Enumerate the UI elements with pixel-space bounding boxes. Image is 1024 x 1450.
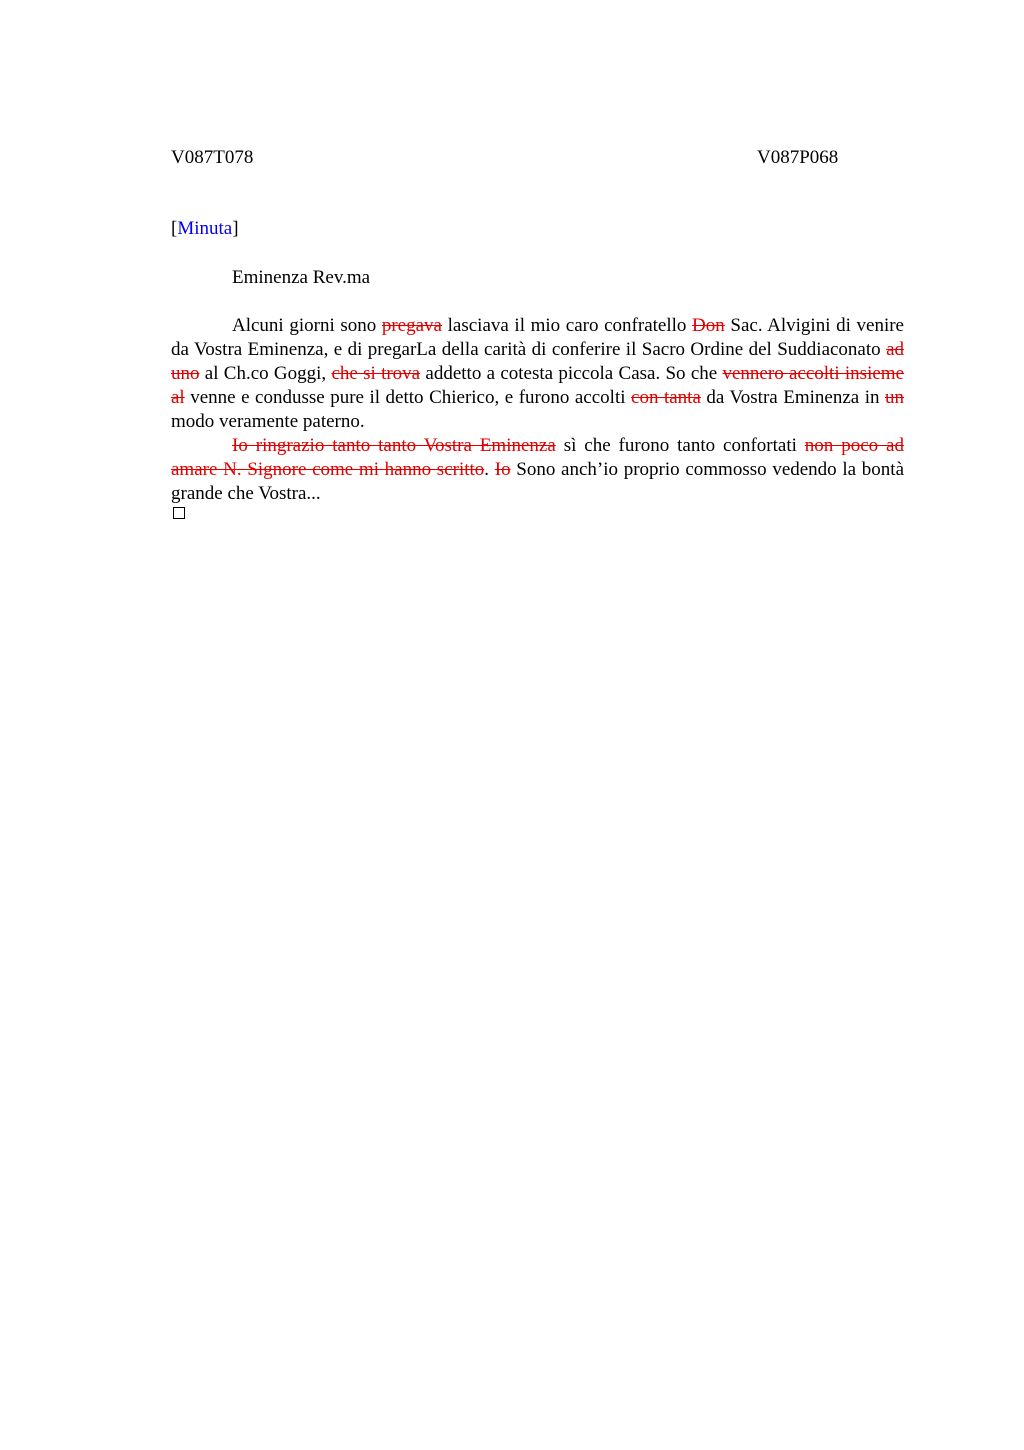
text-segment: venne e condusse pure il detto Chierico, e furono accolti [184, 387, 632, 408]
paragraph-2 [171, 434, 904, 506]
text-segment: modo veramente paterno. [171, 411, 365, 432]
end-square-icon [173, 507, 185, 519]
text-segment: . [484, 459, 495, 480]
text-segment: Sac. Alvigini di venire da Vostra Eminenza, e di pregarLa della carità di conferire il Sacro Ordine del Suddiaconato [171, 315, 904, 360]
note-open-bracket: [ [171, 218, 178, 239]
paragraph-1 [171, 314, 904, 434]
deleted-text: non poco ad amare N. Signore come mi hanno scritto [171, 435, 904, 480]
deleted-text: Io [494, 459, 511, 480]
text-segment: Alcuni giorni sono [232, 315, 382, 336]
deleted-text: vennero accolti insieme al [171, 363, 904, 408]
document-code-left: V087T078 [171, 147, 254, 168]
deleted-text: Don [692, 315, 725, 336]
deleted-text: ad uno [171, 339, 904, 384]
editorial-note [171, 218, 239, 240]
text-segment: sì che furono tanto confortati [555, 435, 805, 456]
deleted-text: un [885, 387, 904, 408]
salutation: Eminenza Rev.ma [232, 267, 371, 288]
document-code-right: V087P068 [757, 147, 839, 168]
deleted-text: Io ringrazio tanto tanto Vostra Eminenza [232, 435, 556, 456]
deleted-text: con tanta [631, 387, 701, 408]
note-label: Minuta [177, 218, 233, 239]
note-close-bracket: ] [232, 218, 239, 239]
text-segment: lasciava il mio caro confratello [442, 315, 693, 336]
text-segment: Sono anch’io proprio commosso vedendo la bontà grande che Vostra... [171, 459, 905, 504]
text-segment: addetto a cotesta piccola Casa. So che [420, 363, 723, 384]
text-segment: al Ch.co Goggi, [199, 363, 332, 384]
deleted-text: pregava [381, 315, 442, 336]
letter-body [171, 266, 904, 506]
text-segment: da Vostra Eminenza in [700, 387, 885, 408]
deleted-text: che si trova [331, 363, 421, 384]
